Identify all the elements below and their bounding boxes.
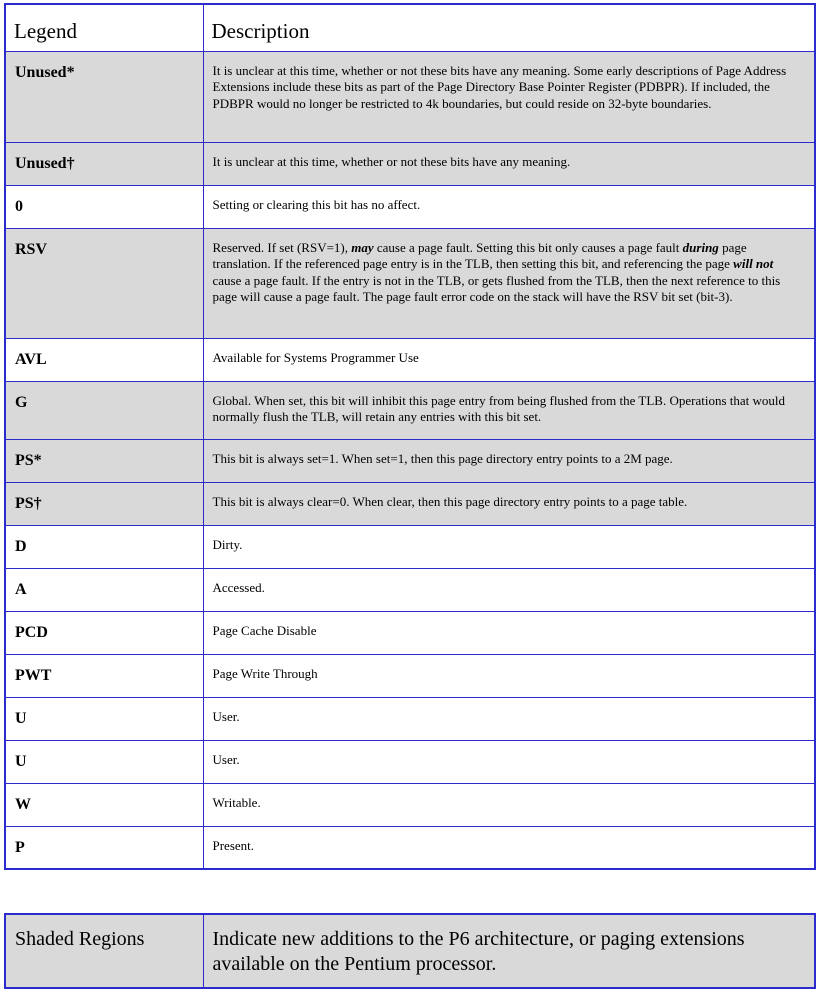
- legend-cell: Unused†: [5, 142, 203, 185]
- description-cell: Present.: [203, 826, 815, 869]
- table-row: [5, 654, 815, 697]
- description-cell: Accessed.: [203, 568, 815, 611]
- table-row: [5, 439, 815, 482]
- desc-text: page translation. If the referenced page entry is in the TLB, then setting this bit, and referencing the page: [212, 239, 747, 272]
- legend-cell: PS†: [5, 482, 203, 525]
- legend-cell: PWT: [5, 654, 203, 697]
- description-cell: It is unclear at this time, whether or not these bits have any meaning. Some early descriptions of Page Address Extensions include these bits as part of the Page Directory Base Pointer Register (PDBPR). If included, the PDBPR would no longer be restricted to 4k boundaries, but could reside on 32-byte boundaries.: [203, 51, 815, 142]
- desc-emphasis: will not: [733, 256, 774, 272]
- description-cell: This bit is always clear=0. When clear, then this page directory entry points to a page table.: [203, 482, 815, 525]
- desc-text: cause a page fault. Setting this bit only causes a page fault: [373, 239, 683, 255]
- description-header: Description: [203, 4, 815, 51]
- description-cell: User.: [203, 697, 815, 740]
- legend-cell: Unused*: [5, 51, 203, 142]
- legend-cell: PS*: [5, 439, 203, 482]
- table-row: [5, 740, 815, 783]
- legend-cell: D: [5, 525, 203, 568]
- table-row: [5, 697, 815, 740]
- desc-text: cause a page fault. If the entry is not in the TLB, or gets flushed from the TLB, then the next reference to this page will cause a page fault. The page fault error code on the stack will have the RSV bit set (bit-3).: [212, 272, 781, 305]
- description-cell: [203, 228, 815, 338]
- description-cell: Setting or clearing this bit has no affect.: [203, 185, 815, 228]
- table-header: [5, 4, 815, 51]
- desc-text: Reserved. If set (RSV=1),: [212, 239, 352, 255]
- legend-cell: A: [5, 568, 203, 611]
- table-row: [5, 826, 815, 869]
- table-row: [5, 51, 815, 142]
- table-row: [5, 568, 815, 611]
- description-cell: It is unclear at this time, whether or not these bits have any meaning.: [203, 142, 815, 185]
- description-cell: Writable.: [203, 783, 815, 826]
- desc-emphasis: may: [351, 239, 374, 255]
- table-row: [5, 185, 815, 228]
- table-row: [5, 338, 815, 381]
- legend-cell: W: [5, 783, 203, 826]
- legend-cell: 0: [5, 185, 203, 228]
- legend-cell: AVL: [5, 338, 203, 381]
- description-cell: Page Cache Disable: [203, 611, 815, 654]
- table-row: [5, 611, 815, 654]
- table-row: [5, 482, 815, 525]
- shaded-regions-label: Shaded Regions: [5, 914, 203, 988]
- table-row: [5, 381, 815, 439]
- table-row: [5, 525, 815, 568]
- legend-cell: PCD: [5, 611, 203, 654]
- legend-header: Legend: [5, 4, 203, 51]
- legend-cell: G: [5, 381, 203, 439]
- description-cell: User.: [203, 740, 815, 783]
- description-cell: Available for Systems Programmer Use: [203, 338, 815, 381]
- table-row: [5, 228, 815, 338]
- legend-cell: P: [5, 826, 203, 869]
- shaded-regions-text: Indicate new additions to the P6 architecture, or paging extensions available on the Pentium processor.: [203, 914, 815, 988]
- description-cell: Dirty.: [203, 525, 815, 568]
- table-row: [5, 142, 815, 185]
- legend-cell: U: [5, 740, 203, 783]
- bit-legend-table: [4, 3, 816, 870]
- description-cell: This bit is always set=1. When set=1, then this page directory entry points to a 2M page.: [203, 439, 815, 482]
- legend-cell: RSV: [5, 228, 203, 338]
- shaded-regions-note: [4, 913, 816, 989]
- description-cell: Page Write Through: [203, 654, 815, 697]
- table-row: [5, 783, 815, 826]
- legend-cell: U: [5, 697, 203, 740]
- desc-emphasis: during: [682, 239, 719, 255]
- description-cell: Global. When set, this bit will inhibit this page entry from being flushed from the TLB. Operations that would normally flush the TLB, will retain any entries with this bit set.: [203, 381, 815, 439]
